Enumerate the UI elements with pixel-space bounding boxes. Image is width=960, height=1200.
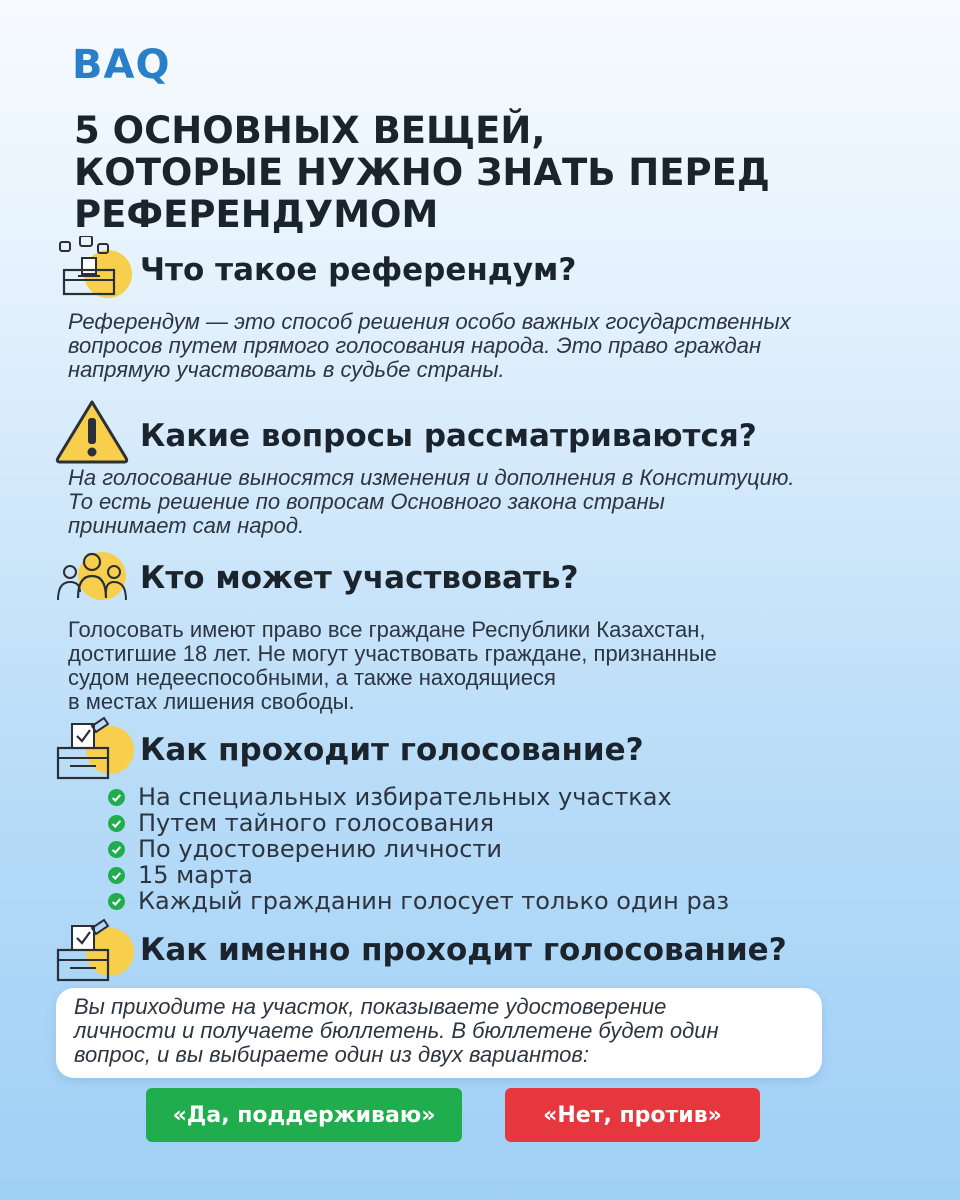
baq-logo: BAQ	[72, 42, 171, 88]
section-title: Как именно проходит голосование?	[140, 932, 787, 968]
section-what-is-referendum	[0, 236, 960, 382]
title-line: 5 ОСНОВНЫХ ВЕЩЕЙ,	[74, 109, 546, 152]
text-line: личности и получаете бюллетень. В бюллетене будет один	[74, 1018, 719, 1043]
vote-yes-button[interactable]: «Да, поддерживаю»	[146, 1088, 462, 1142]
text-line: Вы приходите на участок, показываете удостоверение	[74, 994, 667, 1019]
section-voting-procedure	[0, 918, 960, 988]
ballot-box-icon	[52, 716, 134, 788]
ballot-box-icon	[52, 918, 134, 990]
list-item	[108, 784, 868, 810]
voting-facts-list	[108, 784, 868, 914]
text-line: судом недееспособными, а также находящиеся	[68, 665, 556, 690]
procedure-callout	[56, 988, 822, 1078]
page-title	[74, 110, 874, 236]
title-line: РЕФЕРЕНДУМОМ	[74, 193, 439, 236]
section-text	[68, 466, 898, 538]
section-how-voting-works	[0, 716, 960, 915]
list-item	[108, 810, 868, 836]
text-line: То есть решение по вопросам Основного закона страны	[68, 489, 665, 514]
text-line: Референдум — это способ решения особо важных государственных	[68, 309, 791, 334]
people-icon	[52, 546, 134, 618]
list-item	[108, 862, 868, 888]
ballot-box-icon	[52, 236, 134, 308]
list-item	[108, 836, 868, 862]
section-text	[68, 618, 898, 714]
text-line: Голосовать имеют право все граждане Республики Казахстан,	[68, 617, 706, 642]
list-item-text: Каждый гражданин голосует только один раз	[138, 887, 730, 915]
text-line: вопросов путем прямого голосования народа. Это право граждан	[68, 333, 762, 358]
check-circle-icon	[108, 815, 125, 832]
vote-no-button[interactable]: «Нет, против»	[505, 1088, 760, 1142]
section-title: Что такое референдум?	[140, 252, 577, 288]
text-line: достигшие 18 лет. Не могут участвовать граждане, признанные	[68, 641, 717, 666]
text-line: вопрос, и вы выбираете один из двух вариантов:	[74, 1042, 589, 1067]
list-item	[108, 888, 868, 914]
list-item-text: По удостоверению личности	[138, 835, 502, 863]
text-line: принимает сам народ.	[68, 513, 305, 538]
section-title: Кто может участвовать?	[140, 560, 579, 596]
text-line: напрямую участвовать в судьбе страны.	[68, 357, 505, 382]
title-line: КОТОРЫЕ НУЖНО ЗНАТЬ ПЕРЕД	[74, 151, 770, 194]
section-text	[74, 995, 719, 1067]
section-title: Как проходит голосование?	[140, 732, 644, 768]
check-circle-icon	[108, 789, 125, 806]
text-line: в местах лишения свободы.	[68, 689, 355, 714]
check-circle-icon	[108, 867, 125, 884]
section-questions	[0, 398, 960, 538]
text-line: На голосование выносятся изменения и дополнения в Конституцию.	[68, 465, 795, 490]
section-who-can-vote	[0, 546, 960, 714]
list-item-text: Путем тайного голосования	[138, 809, 495, 837]
check-circle-icon	[108, 841, 125, 858]
warning-icon	[52, 398, 134, 470]
check-circle-icon	[108, 893, 125, 910]
list-item-text: На специальных избирательных участках	[138, 783, 672, 811]
list-item-text: 15 марта	[138, 861, 253, 889]
section-title: Какие вопросы рассматриваются?	[140, 418, 757, 454]
section-text	[68, 310, 898, 382]
